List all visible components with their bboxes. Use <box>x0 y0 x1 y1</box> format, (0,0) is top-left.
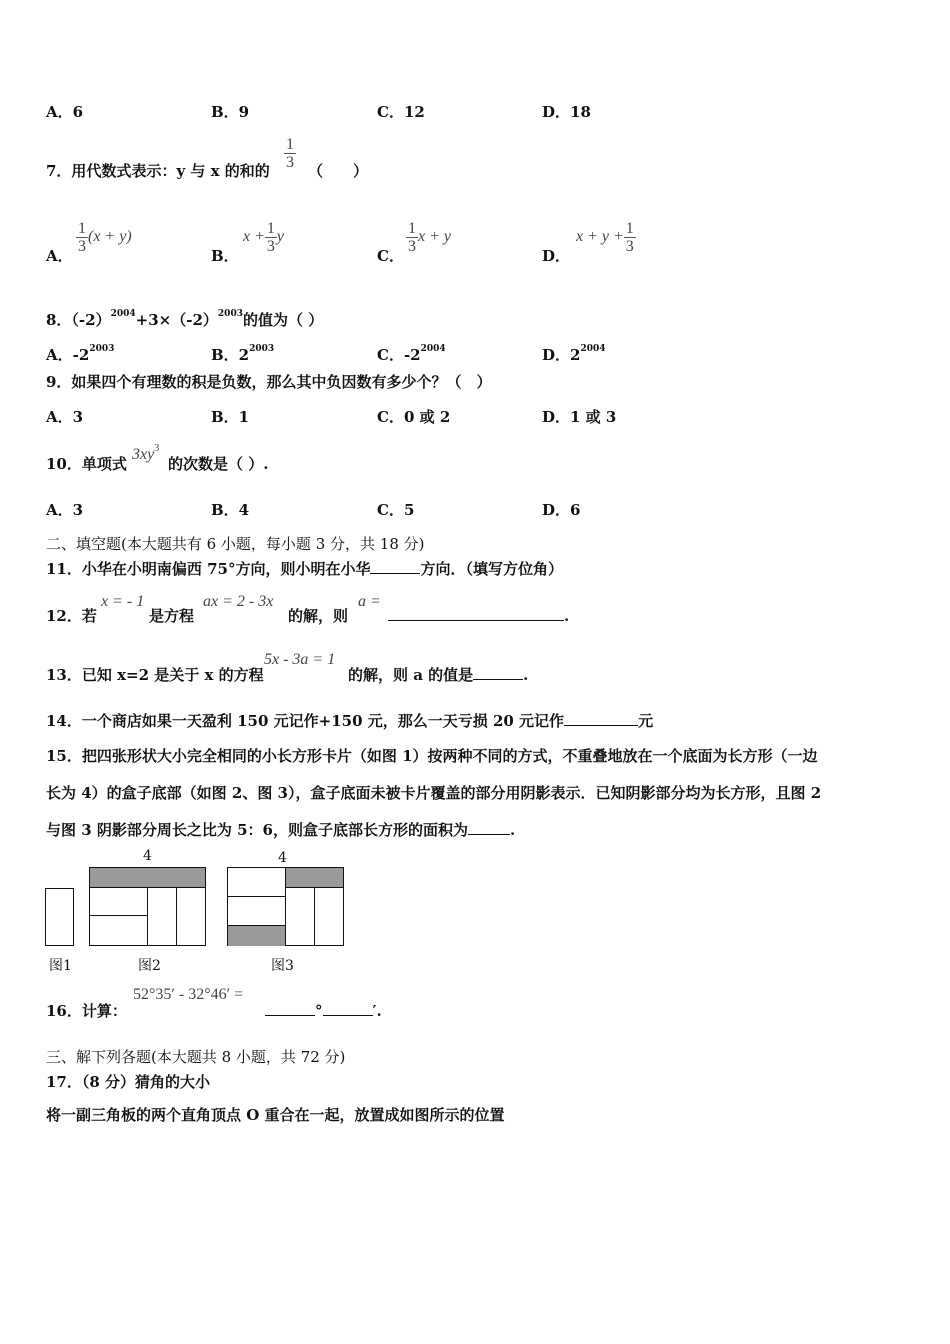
q9-option-b: B．1 <box>211 408 250 426</box>
q10-expr: $3xy^3$ <box>132 443 160 463</box>
q6-option-b: B．9 <box>211 103 250 121</box>
fig2-top-label: 4 <box>143 848 152 864</box>
q7-stem: 7．用代数式表示：y 与 x 的和的 <box>46 162 270 180</box>
q7-d-label: D． <box>542 247 571 265</box>
section-3-heading: 三、解下列各题(本大题共 8 小题，共 72 分) <box>46 1048 346 1066</box>
q9-option-c: C．0 或 2 <box>377 408 451 426</box>
q12-math-1: x = - 1 <box>101 593 145 610</box>
q6-option-d: D．18 <box>542 103 591 121</box>
q15-line-2: 长为 4）的盒子底部（如图 2、图 3），盒子底面未被卡片覆盖的部分用阴影表示．已知阴影部分均为长方形，且图 2 <box>46 784 822 802</box>
q9-option-d: D．1 或 3 <box>542 408 617 426</box>
q12-part-c: 的解，则 <box>288 607 349 625</box>
fig3-top-label: 4 <box>278 850 287 866</box>
q8-option-d: D．$2^{2004}$ <box>542 344 606 364</box>
q13-part-a: 13．已知 x=2 是关于 x 的方程 <box>46 666 264 684</box>
q12-math-3: a = <box>358 593 381 610</box>
figure-3-shade-top <box>285 868 343 888</box>
q8-option-c: C．$-2^{2004}$ <box>377 344 446 364</box>
q7-fraction: $\frac{1}{3}$ <box>286 136 294 171</box>
q10-option-b: B．4 <box>211 501 250 519</box>
q9-option-a: A．3 <box>46 408 84 426</box>
figure-1-label: 图1 <box>49 958 72 974</box>
q8-stem: 8．$(-2)^{2004}+3\times(-2)^{2003}$的值为（ ） <box>46 309 324 329</box>
q7-a-expr: $\frac{1}{3}$ (x + y) <box>78 220 132 255</box>
q7-paren: （ ） <box>308 162 369 180</box>
q12-math-2: ax = 2 - 3x <box>203 593 274 610</box>
q7-a-label: A． <box>46 247 73 265</box>
figure-3-shade-bottom <box>228 925 285 946</box>
q8-option-a: A．$-2^{2003}$ <box>46 344 115 364</box>
q10-stem-a: 10．单项式 <box>46 455 127 473</box>
q16-answer: ° ′. <box>265 1001 382 1021</box>
figure-3-box <box>227 867 344 946</box>
q7-c-label: C． <box>377 247 404 265</box>
q11-line: 11．小华在小明南偏西 75°方向，则小明在小华 方向．（填写方位角） <box>46 560 563 578</box>
q12-part-b: 是方程 <box>149 607 195 625</box>
q15-line-3: 与图 3 阴影部分周长之比为 5：6，则盒子底部长方形的面积为 . <box>46 821 516 839</box>
q6-option-a: A．6 <box>46 103 84 121</box>
q16-label: 16．计算： <box>46 1002 127 1020</box>
q7-b-expr: x + $\frac{1}{3}$ y <box>243 220 285 255</box>
q12-answer: . <box>388 606 569 626</box>
figure-2-box <box>89 867 206 946</box>
figure-2-label: 图2 <box>138 958 161 974</box>
q14-line: 14．一个商店如果一天盈利 150 元记作+150 元，那么一天亏损 20 元记作 元 <box>46 712 654 730</box>
q8-option-b: B．$2^{2003}$ <box>211 344 275 364</box>
q10-option-d: D．6 <box>542 501 581 519</box>
q17-body: 将一副三角板的两个直角顶点 O 重合在一起，放置成如图所示的位置 <box>46 1106 505 1124</box>
q16-math: 52°35′ - 32°46′ = <box>133 986 244 1003</box>
q13-part-b: 的解，则 a 的值是 . <box>348 666 529 684</box>
q10-option-c: C．5 <box>377 501 415 519</box>
q6-option-c: C．12 <box>377 103 425 121</box>
figure-1-card <box>45 888 74 946</box>
q17-title: 17．（8 分）猜角的大小 <box>46 1073 211 1091</box>
q7-b-label: B． <box>211 247 239 265</box>
q15-line-1: 15．把四张形状大小完全相同的小长方形卡片（如图 1）按两种不同的方式，不重叠地放在一个底面为长方形（一边 <box>46 747 818 765</box>
q9-stem: 9．如果四个有理数的积是负数，那么其中负因数有多少个？（ ） <box>46 373 492 391</box>
q7-c-expr: $\frac{1}{3}$ x + y <box>408 220 451 255</box>
q10-stem-b: 的次数是（ ）. <box>168 455 269 473</box>
q10-option-a: A．3 <box>46 501 84 519</box>
q7-d-expr: x + y + $\frac{1}{3}$ <box>576 220 634 255</box>
figure-3-label: 图3 <box>271 958 294 974</box>
section-2-heading: 二、填空题(本大题共有 6 小题，每小题 3 分，共 18 分) <box>46 535 425 553</box>
figure-2-shade <box>90 868 205 888</box>
q13-math: 5x - 3a = 1 <box>264 651 336 668</box>
q12-part-a: 12．若 <box>46 607 97 625</box>
